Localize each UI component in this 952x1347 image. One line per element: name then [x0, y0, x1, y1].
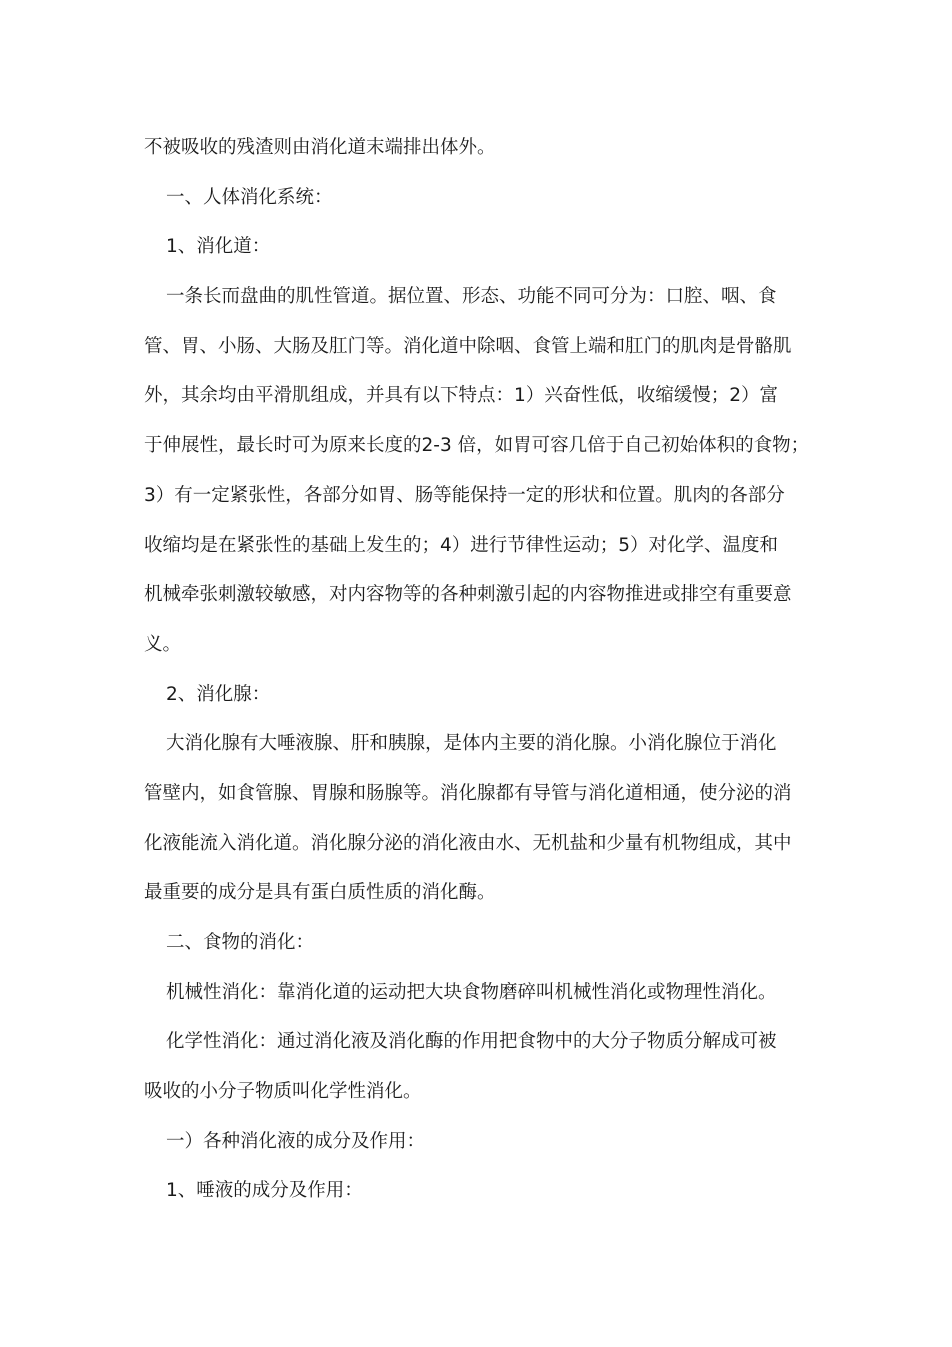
paragraph-line: 3）有一定紧张性，各部分如胃、肠等能保持一定的形状和位置。肌肉的各部分	[144, 484, 785, 506]
paragraph-line: 机械性消化：靠消化道的运动把大块食物磨碎叫机械性消化或物理性消化。	[166, 981, 777, 1003]
paragraph-line: 于伸展性，最长时可为原来长度的2-3 倍，如胃可容几倍于自己初始体积的食物；	[144, 435, 810, 457]
paragraph-line: 吸收的小分子物质叫化学性消化。	[144, 1081, 422, 1103]
paragraph-line: 化液能流入消化道。消化腺分泌的消化液由水、无机盐和少量有机物组成，其中	[144, 832, 792, 854]
paragraph-line: 大消化腺有大唾液腺、肝和胰腺，是体内主要的消化腺。小消化腺位于消化	[166, 733, 777, 755]
paragraph-line: 外，其余均由平滑肌组成，并具有以下特点：1）兴奋性低，收缩缓慢；2）富	[144, 385, 779, 407]
subsection-heading: 1、消化道：	[166, 236, 271, 258]
paragraph-line: 化学性消化：通过消化液及消化酶的作用把食物中的大分子物质分解成可被	[166, 1031, 777, 1053]
paragraph-line: 管壁内，如食管腺、胃腺和肠腺等。消化腺都有导管与消化道相通，使分泌的消	[144, 782, 792, 804]
paragraph-line: 义。	[144, 633, 182, 655]
section-heading: 一、人体消化系统：	[166, 186, 333, 208]
subsection-heading: 一）各种消化液的成分及作用：	[166, 1130, 426, 1152]
paragraph-line: 最重要的成分是具有蛋白质性质的消化酶。	[144, 882, 496, 904]
paragraph-line: 管、胃、小肠、大肠及肛门等。消化道中除咽、食管上端和肛门的肌肉是骨骼肌	[144, 335, 792, 357]
text-line: 不被吸收的残渣则由消化道末端排出体外。	[144, 137, 496, 158]
subsection-heading: 2、消化腺：	[166, 683, 271, 705]
paragraph-line: 收缩均是在紧张性的基础上发生的；4）进行节律性运动；5）对化学、温度和	[144, 534, 779, 556]
paragraph-line: 机械牵张刺激较敏感，对内容物等的各种刺激引起的内容物推进或排空有重要意	[144, 584, 792, 606]
section-heading: 二、食物的消化：	[166, 932, 315, 953]
paragraph-line: 一条长而盘曲的肌性管道。据位置、形态、功能不同可分为：口腔、咽、食	[166, 286, 777, 308]
subsection-heading: 1、唾液的成分及作用：	[166, 1180, 363, 1202]
document-body	[144, 123, 814, 1216]
